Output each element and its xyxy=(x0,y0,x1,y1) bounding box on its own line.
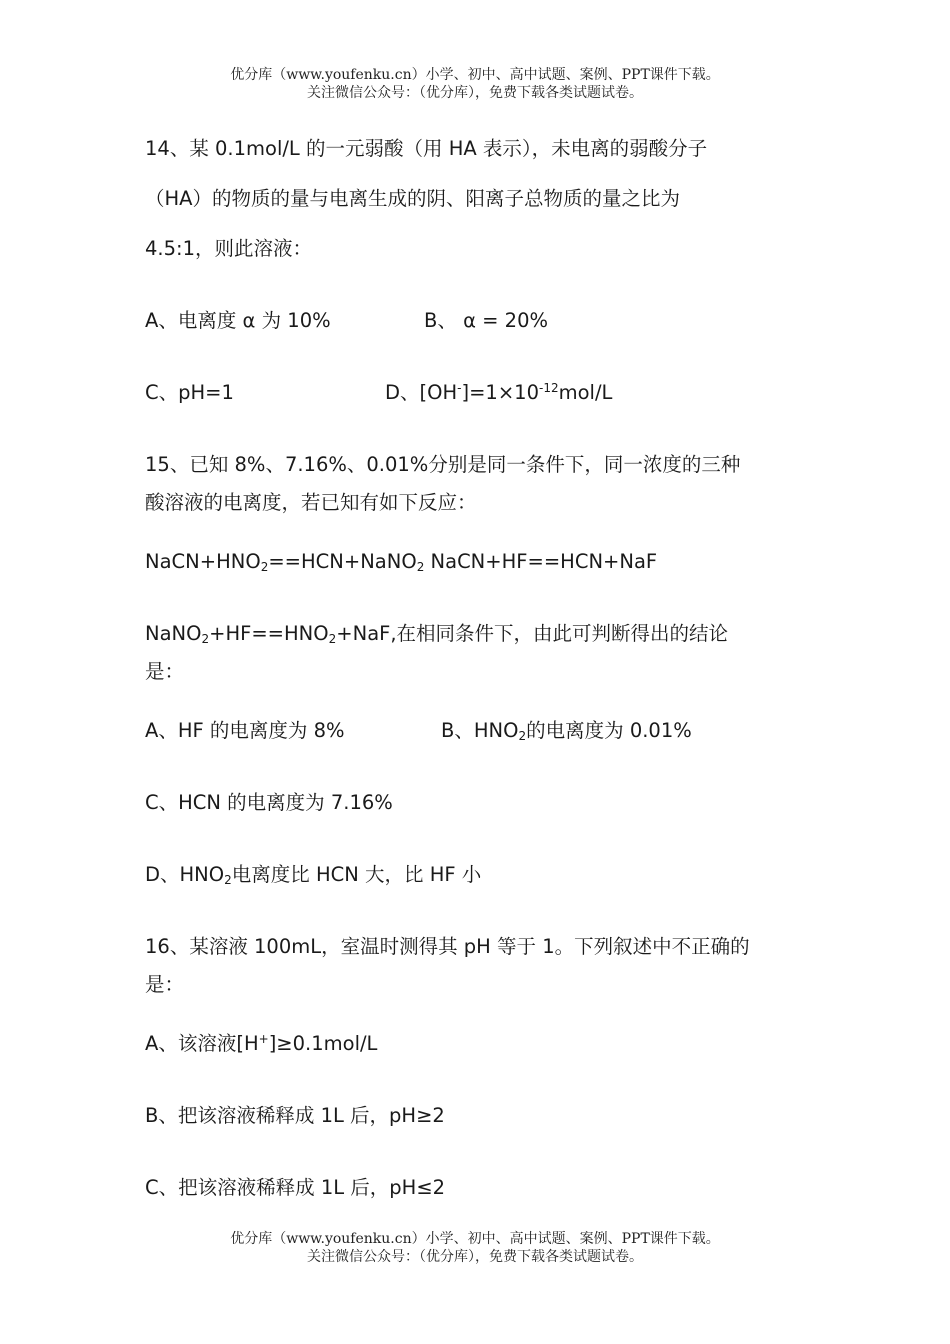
q16-option-a: A、该溶液[H+]≥0.1mol/L xyxy=(145,1032,378,1055)
q14-option-d: D、$[OH^-]=1\times 10^{-12}mol/L$ xyxy=(385,381,613,404)
q15-equation-1: $NaCN+HNO_2==HCN+NaNO_2$ NaCN+HF==HCN+NaF xyxy=(145,550,658,574)
q15-stem-line-1: 15、已知 8%、7.16%、0.01%分别是同一条件下，同一浓度的三种 xyxy=(145,453,741,476)
q16-stem-line-1: 16、某溶液 100mL，室温时测得其 pH 等于 1。下列叙述中不正确的 xyxy=(145,935,750,958)
q15-option-c: C、HCN 的电离度为 7.16% xyxy=(145,791,393,814)
q14-stem-line-3: 4.5:1，则此溶液： xyxy=(145,237,312,260)
q15-option-b: B、$HNO_2$的电离度为 0.01% xyxy=(441,719,692,743)
q16-option-c: C、把该溶液稀释成 1L 后，pH≤2 xyxy=(145,1176,446,1199)
header-line-1: 优分库（www.youfenku.cn）小学、初中、高中试题、案例、PPT课件下载。 xyxy=(230,67,720,83)
q15-option-d: D、$HNO_2$电离度比 HCN 大，比 HF 小 xyxy=(145,863,482,887)
q15-equation-2: $NaNO_2+HF==HNO_2+NaF$,在相同条件下，由此可判断得出的结论 xyxy=(145,622,729,646)
q16-stem-line-2: 是： xyxy=(145,973,185,996)
page-header xyxy=(0,66,950,102)
header-line-2: 关注微信公众号：（优分库），免费下载各类试题试卷。 xyxy=(307,85,643,101)
footer-line-1: 优分库（www.youfenku.cn）小学、初中、高中试题、案例、PPT课件下载。 xyxy=(230,1231,720,1247)
q14-options-row-1 xyxy=(145,308,549,334)
footer-line-2: 关注微信公众号：（优分库），免费下载各类试题试卷。 xyxy=(307,1249,643,1265)
q14-option-c: C、pH=1 xyxy=(145,381,234,404)
q14-options-row-2 xyxy=(145,380,613,406)
q14-stem-line-1: 14、某 0.1mol/L 的一元弱酸（用 HA 表示），未电离的弱酸分子 xyxy=(145,137,708,160)
q14-option-b: B、 α = 20% xyxy=(424,309,549,332)
q16-option-b: B、把该溶液稀释成 1L 后，pH≥2 xyxy=(145,1104,445,1127)
q15-stem-conclusion: 是： xyxy=(145,660,185,683)
q14-stem-line-2: （HA）的物质的量与电离生成的阴、阳离子总物质的量之比为 xyxy=(145,187,681,210)
q14-option-a: A、电离度 α 为 10% xyxy=(145,309,331,332)
page-footer xyxy=(0,1230,950,1266)
q15-options-row-1 xyxy=(145,718,692,744)
q15-stem-line-2: 酸溶液的电离度，若已知有如下反应： xyxy=(145,491,477,514)
q15-option-a: A、HF 的电离度为 8% xyxy=(145,719,345,742)
